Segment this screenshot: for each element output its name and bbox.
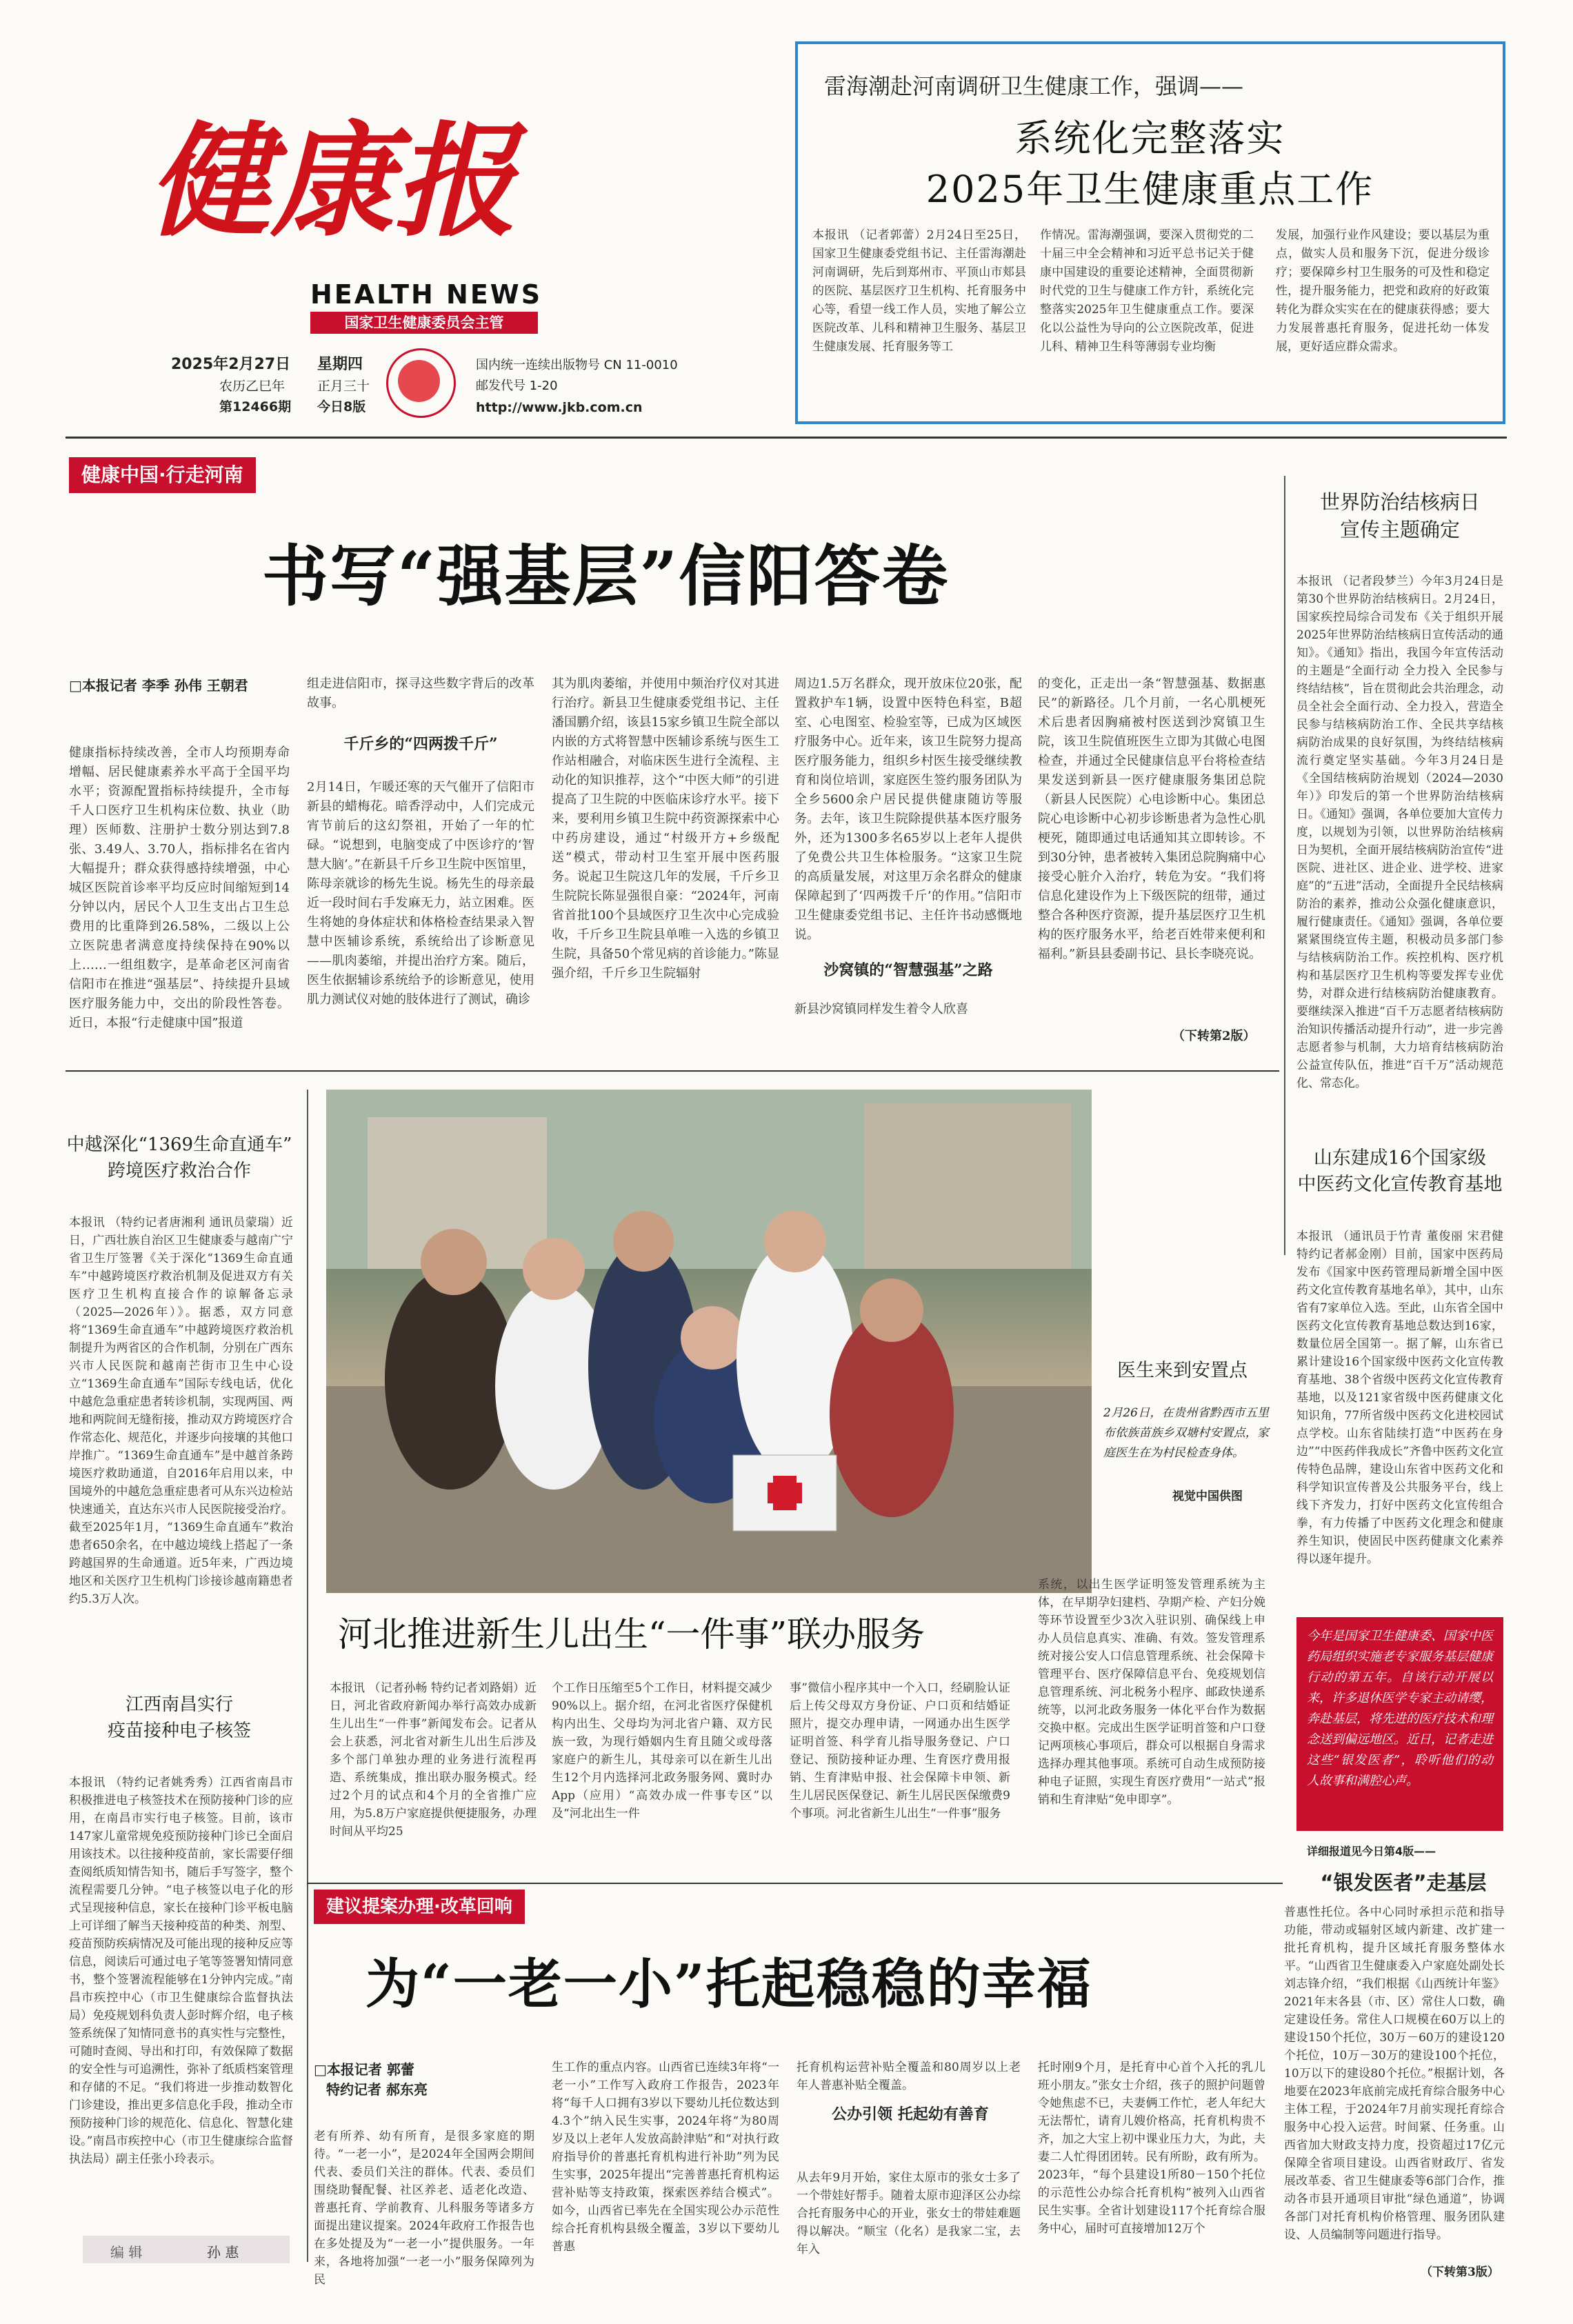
masthead-cn-number: 国内统一连续出版物号 CN 11-0010 (476, 358, 678, 372)
section2-top-rule (307, 1883, 1283, 1884)
hebei-col-4: 系统，以出生医学证明签发管理系统为主体，在早期孕妇建档、孕期产检、产妇分娩等环节设置至少3次入驻识别、确保线上申办人员信息真实、准确、有效。签发管理系统对接公安人口信息管理系统、社会保障卡管理平台、医疗保障信息平台、免疫规划信息管理系统、河北税务小程序、邮政快递系统等，以河北政务服务一体化平台作为数据交换中枢。完成出生医学证明首签和户口登记两项核心事项后，群众可以根据自身需求选择办理其他事项。系统可自动生成预防接种电子证照，实现生育医疗费用“一站式”报销和生育津贴“免申即享”。 (1038, 1578, 1265, 1807)
masthead-english: HEALTH NEWS (310, 279, 543, 310)
section1-col-2: 2月14日，乍暖还寒的天气催开了信阳市新县的蜡梅花。暗香浮动中，人们完成元宵节前后的这幻祭祖，开始了一年的忙碌。“说想到，电脑变成了中医诊疗的‘智慧大脑’。”在新县千斤乡卫生院中医馆里，陈母亲就诊的杨先生说。杨先生的母亲最近一段时间右手发麻无力，站立困难。医生将她的身体症状和体格检查结果录入智慧中医辅诊系统，系统给出了诊断意见——肌肉萎缩，并提出治疗方案。随后，医生依据辅诊系统给予的诊断意见，使用肌力测试仪对她的肢体进行了测试，确诊 (307, 780, 534, 1007)
section2-tag: 建议提案办理·改革回响 (314, 1890, 525, 1924)
side2-body: 本报讯 （通讯员于竹青 董俊丽 宋君健 特约记者郝金刚）目前，国家中医药局发布《国家中医药管理局新增全国中医药文化宣传教育基地名单》，其中，山东省有7家单位入选。至此，山东省全国中医药文化宣传教育基地总数达到16家，数量位居全国第一。据了解，山东省已累计建设16个国家级中医药文化宣传教育基地、38个省级中医药文化宣传教育基地，以及121家省级中医药健康文化知识角，77所省级中医药文化进校园试点学校。山东省陆续打造“中医药在身边”“中医药伴我成长”齐鲁中医药文化宣传特色品牌，建设山东省中医药文化和科学知识宣传普及公共服务平台，线上线下齐发力，打好中医药文化宣传组合拳，有力传播了中医药文化理念和健康养生知识，使固民中医药健康文化素养得以逐年提升。 (1296, 1230, 1503, 1566)
left-column-rule (307, 1090, 308, 2262)
teaser-body: 今年是国家卫生健康委、国家中医药局组织实施老专家服务基层健康行动的第五年。自该行动开展以来，许多退休医学专家主动请缨，奔赴基层，将先进的医疗技术和理念送到偏远地区。近日，记者走进这些“银发医者”，聆听他们的动人故事和满腔心声。 (1307, 1629, 1493, 1788)
section2-headline: 为“一老一小”托起稳稳的幸福 (365, 1953, 1092, 2016)
masthead-emblem (386, 348, 456, 418)
side-left2-title-line1: 江西南昌实行 (125, 1694, 233, 1715)
photo-title: 医生来到安置点 (1117, 1360, 1248, 1381)
hebei-col-1: 本报讯 （记者孙畅 特约记者刘路娟）近日，河北省政府新闻办举行高效办成新生儿出生“一件事”新闻发布会。记者从会上获悉，河北省对新生儿出生后涉及多个部门单独办理的业务进行流程再造、系统集成，推出联办服务模式。经过2个月的试点和4个月的全省推广应用，为5.8万户家庭提供便捷服务，办理时间从平均25 (330, 1681, 537, 1839)
section2-col-3: 从去年9月开始，家住太原市的张女士多了一个带娃好帮手。随着太原市迎泽区公办综合托育服务中心的开业，张女士的带娃难题得以解决。“顺宝（化名）是我家二宝，去年入 (796, 2171, 1021, 2256)
section1-col-4: 周边1.5万名群众，现开放床位20张，配置救护车1辆，设置中医特色科室，B超室、心电图室、检验室等，已成为区域医疗服务中心。近年来，该卫生院努力提高医疗服务能力，组织乡村医生接受继续教育和岗位培训，家庭医生签约服务团队为全乡5600余户居民提供健康随访等服务。去年，该卫生院除提供基本医疗服务外，还为1300多名65岁以上老年人提供了免费公共卫生体检服务。“这家卫生院的高质量发展，对这里万余名群众的健康保障起到了‘四两拨千斤’的作用。”信阳市卫生健康委党组书记、主任许书动感慨地说。 (794, 677, 1022, 942)
editor-name: 孙 惠 (207, 2244, 239, 2261)
masthead-website: http://www.jkb.com.cn (476, 400, 643, 415)
lead-title-line1: 系统化完整落实 (1014, 117, 1285, 160)
feature-photo (326, 1090, 1092, 1593)
masthead-lunar-day: 正月三十 (317, 379, 370, 394)
logo-text: 健康报 (148, 109, 517, 253)
hebei-headline: 河北推进新生儿出生“一件事”联办服务 (338, 1614, 925, 1654)
section2-col-3a: 托育机构运营补贴全覆盖和80周岁以上老年人普惠补贴全覆盖。 (796, 2061, 1021, 2092)
hebei-col-3: 事”微信小程序其中一个入口，经刷脸认证后上传父母双方身份证、户口页和结婚证照片，提交办理申请，一网通办出生医学证明首签、科学育儿指导服务登记、户口登记、预防接种证办理、生育医疗费用报销、生育津贴申报、社会保障卡申领、新生儿居民医保登记、新生儿居民医保缴费9个事项。河北省新生儿出生“一件事”服务 (790, 1681, 1010, 1821)
side1-title-line2: 宣传主题确定 (1339, 518, 1460, 541)
teaser-link[interactable]: 详细报道见今日第4版—— (1307, 1845, 1436, 1858)
masthead-pages: 今日8版 (317, 399, 366, 414)
photo-illustration (326, 1090, 1092, 1593)
side-left1-body: 本报讯 （特约记者唐湘利 通讯员蒙瑞）近日，广西壮族自治区卫生健康委与越南广宁省卫生厅签署《关于深化“1369生命直通车”中越跨境医疗救治机制及促进双方有关医疗卫生机构直接合作的谅解备忘录（2025—2026年）》。据悉，双方同意将“1369生命直通车”中越跨境医疗救治机制提升为两省区的合作机制，分别在广西东兴市人民医院和越南芒街市卫生中心设立“1369生命直通车”国际专线电话，优化中越危急重症患者转诊机制，实现两国、两地和两院间无缝衔接，推动双方跨境医疗合作常态化、规范化，并逐步向接壤的其他口岸推广。“1369生命直通车”是中越首条跨境医疗救助通道，自2016年启用以来，中国境外的中越危急重症患者可从东兴边检站快速通关，直达东兴市人民医院接受治疗。截至2025年1月，“1369生命直通车”救治患者650余名，在中越边境线上搭起了一条跨越国界的生命通道。近5年来，广西边境地区和关医疗卫生机构门诊接诊越南籍患者约5.3万人次。 (69, 1216, 293, 1606)
hebei-col-2: 个工作日压缩至5个工作日，材料提交减少90%以上。据介绍，在河北省医疗保健机构内出生、父母均为河北省户籍、双方民族一致，为现行婚姻内生育且随父或母落家庭户的新生儿，其母亲可以在新生儿出生12个月内选择河北政务服务网、冀时办App（应用）“高效办成一件事专区”以及“河北出生一件 (552, 1681, 772, 1821)
section1-col-4-tail: 新县沙窝镇同样发生着令人欣喜 (794, 1002, 968, 1016)
lead-kicker: 雷海潮赴河南调研卫生健康工作，强调—— (824, 73, 1244, 99)
section1-reporters: □本报记者 李季 孙伟 王朝君 (69, 677, 248, 694)
side-left2-body: 本报讯 （特约记者姚秀秀）江西省南昌市积极推进电子核签技术在预防接种门诊的应用，在南昌市实行电子核签。目前，该市147家儿童常规免疫预防接种门诊已全面启用该技术。以往接种疫苗前，家长需要仔细查阅纸质知情告知书，随后手写签字，整个流程需要几分钟。“电子核签以电子化的形式呈现接种信息，家长在接种门诊平板电脑上可详细了解当天接种疫苗的种类、剂型、疫苗预防疾病情况及可能出现的接种反应等信息，阅读后可通过电子笔等签署知情同意书，整个签署流程能够在1分钟内完成。”南昌市疾控中心（市卫生健康综合监督执法局）免疫规划科负责人彭时辉介绍，电子核签系统保了知情同意书的真实性与完整性，可随时查阅、导出和打印，有效保障了数据的安全性与可追溯性，弥补了纸质档案管理和存储的不足。“我们将进一步推动数智化门诊建设，推出更多信息化手段，推动全市预防接种门诊的规范化、信息化、智慧化建设。”南昌市疾控中心（市卫生健康综合监督执法局）副主任张小玲表示。 (69, 1776, 293, 2166)
section2-continued: （下转第3版） (1421, 2265, 1499, 2279)
section2-col-1: 老有所养、幼有所育，是很多家庭的期待。“一老一小”，是2024年全国两会期间代表、委员们关注的群体。代表、委员们围绕助餐配餐、社区养老、适老化改造、普惠托育、学前教育、儿科服务等诸多方面提出建议提案。2024年政府工作报告也在多处提及为“一老一小”提供服务。一年来，各地将加强“一老一小”服务保障列为民 (314, 2130, 534, 2287)
section1-col-5: 的变化，正走出一条“智慧强基、数据惠民”的新路径。几个月前，一名心肌梗死术后患者因胸痛被村医送到沙窝镇卫生院，该卫生院值班医生立即为其做心电图检查，并通过全民健康信息平台将检查结果发送到新县一医疗健康服务集团总院（新县人民医院）心电诊断中心。集团总院心电诊断中心初步诊断患者为急性心肌梗死，随即通过电话通知其立即转诊。不到30分钟，患者被转入集团总院胸痛中心接受心脏介入治疗，转危为安。“我们将信息化建设作为上下级医院的纽带，通过整合各种医疗资源，提升基层医疗卫生机构的医疗服务水平，给老百姓带来便利和福利。”新县县委副书记、县长李晓亮说。 (1038, 677, 1265, 961)
lead-col-1: 本报讯 （记者郭蕾）2月24日至25日，国家卫生健康委党组书记、主任雷海潮赴河南调研，先后到郑州市、平顶山市郏县的医院、基层医疗卫生机构、托育服务中心等，看望一线工作人员，实地了解公立医院改革、儿科和精神卫生服务、基层卫生健康发展、托育服务等工 (812, 228, 1026, 354)
section1-headline: 书写“强基层”信阳答卷 (262, 537, 950, 615)
photo-credit: 视觉中国供图 (1172, 1490, 1243, 1503)
photo-caption: 2月26日，在贵州省黔西市五里布依族苗族乡双塘村安置点，家庭医生在为村民检查身体。 (1103, 1406, 1269, 1460)
logo-calligraphy (148, 83, 517, 255)
section2-col-4: 托时刚9个月，是托育中心首个入托的乳儿班小朋友。”张女士介绍，孩子的照护问题曾令她焦虑不已，夫妻俩工作忙，老人年纪大无法帮忙，请育儿嫂价格高，托育机构贵不齐，加之大宝上初中课业压力大，为此，夫妻二人忙得团团转。民有所盼，政有所为。2023年，“每个县建设1所80－150个托位的示范性公办综合托育机构”被列入山西省民生实事。全省计划建设117个托育综合服务中心，届时可直接增加12万个 (1038, 2061, 1265, 2236)
side1-title-line1: 世界防治结核病日 (1319, 490, 1480, 514)
section1-subhead-1: 千斤乡的“四两拨千斤” (343, 735, 498, 753)
masthead-date: 2025年2月27日 (171, 356, 291, 373)
section2-col-2: 生工作的重点内容。山西省已连续3年将“一老一小”工作写入政府工作报告，2023年将“每千人口拥有3岁以下婴幼儿托位数达到4.3个”纳入民生实事，2024年将“为80周岁及以上老年人发放高龄津贴”和“对执行政府指导价的普惠托育机构进行补助”列为民生实事，2025年提出“完善普惠托育机构运营补贴等支持政策，探索医养结合模式”。如今，山西省已率先在全国实现公办示范性综合托育机构县级全覆盖，3岁以下要幼儿普惠 (552, 2061, 779, 2254)
masthead-logo (148, 83, 517, 255)
section1-col-3: 其为肌肉萎缩，并使用中频治疗仪对其进行治疗。新县卫生健康委党组书记、主任潘国鹏介绍，该县15家乡镇卫生院全部以内嵌的方式将智慧中医辅诊系统与医生工作站相融合，对临床医生进行全流程、主动化的知识推荐，这个“中医大师”的引进提高了卫生院的中医临床诊疗水平。接下来，要利用乡镇卫生院中药资源探索中心中药房建设，通过“村级开方+乡级配送”模式，带动村卫生室开展中医药服务。说起卫生院这几年的发展，千斤乡卫生院院长陈显强很自豪：“2024年，河南省首批100个县域医疗卫生次中心完成验收，千斤乡卫生院县单唯一入选的乡镇卫生院，具备50个常见病的首诊能力。”陈显强介绍，千斤乡卫生院辐射 (552, 677, 779, 981)
side-left1-title-line2: 跨境医疗救治合作 (107, 1161, 251, 1181)
lead-col-3: 发展，加强行业作风建设；要以基层为重点，做实人员和服务下沉，促进分级诊疗；要保障乡村卫生服务的可及性和稳定性，提升服务能力，把党和政府的好政策转化为群众实实在在的健康获得感；要大力发展普惠托育服务，促进托幼一体发展，更好适应群众需求。 (1276, 228, 1490, 354)
section2-col-5: 普惠性托位。各中心同时承担示范和指导功能，带动或辐射区域内新建、改扩建一批托育机构，提升区域托育服务整体水平。“山西省卫生健康委入户家庭处副处长刘志锋介绍，“我们根据《山西统计年鉴》2021年末各县（市、区）常住人口数，确定建设任务。常住人口规模在60万以上的建设150个托位，30万－60万的建设120个托位，10万－30万的建设100个托位，10万以下的建设80个托位。”根据计划，各地要在2023年底前完成托育综合服务中心主体工程，于2024年7月前实现托育综合服务中心投入运营。时间紧、任务重。山西省加大财政支持力度，投资超过17亿元保障全省项目建设。山西省财政厅、省发展改革委、省卫生健康委等6部门合作，推动各市县开通项目审批“绿色通道”，协调各部门对托育机构价格管理、服务团队建设、人员编制等问题进行指导。 (1284, 1905, 1505, 2242)
lead-title-line2: 2025年卫生健康重点工作 (925, 168, 1374, 211)
side-left2-title-line2: 疫苗接种电子核签 (107, 1721, 251, 1741)
side2-title-line1: 山东建成16个国家级 (1313, 1148, 1487, 1169)
section1-tag: 健康中国·行走河南 (69, 457, 256, 493)
section1-subhead-2: 沙窝镇的“智慧强基”之路 (823, 961, 993, 979)
side1-body: 本报讯 （记者段梦兰）今年3月24日是第30个世界防治结核病日。2月24日，国家疾控局综合司发布《关于组织开展2025年世界防治结核病日宣传活动的通知》。《通知》指出，我国今年宣传活动的主题是“全面行动 全力投入 全民参与 终结结核”，旨在贯彻此会共治理念，动员全社会全面行动、全力投入，营造全民参与结核病防治工作、全民共享结核病防治成果的良好氛围，为终结结核病流行奠定坚实基础。今年3月24日是《全国结核病防治规划（2024—2030年）》印发后的第一个世界防治结核病日。《通知》强调，各单位要加大宣传力度，以规划为引领，以世界防治结核病日为契机，全面开展结核病防治宣传“进医院、进社区、进企业、进学校、进家庭”的“五进”活动，全面提升全民结核病防治的素养，推动公众强化健康意识，履行健康责任。《通知》强调，各单位要紧紧围绕宣传主题，积极动员多部门参与结核病防治工作。疾控机构、医疗机构和基层医疗卫生机构等要发挥专业优势，对群众进行结核病防治健康教育。要继续深入推进“百千万志愿者结核病防治知识传播活动提升行动”，进一步完善志愿者参与机制，大力培育结核病防治公益宣传队伍，推进“百千万”活动规范化、常态化。 (1296, 574, 1503, 1090)
section2-reporters-2: 特约记者 郝东亮 (326, 2081, 428, 2098)
section2-subhead: 公办引领 托起幼有善育 (832, 2105, 989, 2123)
section2-reporters-1: □本报记者 郭蕾 (314, 2061, 414, 2078)
masthead-sponsor: 国家卫生健康委员会主管 (310, 312, 538, 334)
section1-col-2-top: 组走进信阳市，探寻这些数字背后的改革故事。 (307, 677, 534, 710)
editor-label: 编 辑 (110, 2244, 143, 2261)
teaser-title: “银发医者”走基层 (1320, 1871, 1487, 1894)
masthead-postal-code: 邮发代号 1-20 (476, 379, 558, 393)
masthead-divider (66, 437, 1507, 439)
lead-col-2: 作情况。雷海潮强调，要深入贯彻党的二十届三中全会精神和习近平总书记关于健康中国建设的重要论述精神，全面贯彻新时代党的卫生与健康工作方针，系统化完整落实2025年卫生健康重点工作。要深化以公益性为导向的公立医院改革，促进儿科、精神卫生科等薄弱专业均衡 (1040, 228, 1254, 354)
masthead-issue: 第12466期 (219, 399, 292, 414)
side-left1-title-line1: 中越深化“1369生命直通车” (66, 1134, 292, 1155)
section1-continued: （下转第2版） (1172, 1029, 1256, 1043)
section1-bottom-rule (66, 1070, 1279, 1072)
masthead-lunar: 农历乙巳年 (219, 379, 285, 394)
side2-title-line2: 中医药文化宣传教育基地 (1297, 1174, 1503, 1195)
masthead-weekday: 星期四 (317, 356, 363, 373)
section1-col-1: 健康指标持续改善，全市人均预期寿命增幅、居民健康素养水平高于全国平均水平；资源配置指标持续提升，全市每千人口医疗卫生机构床位数、执业（助理）医师数、注册护士数分别达到7.8张、3.49人、3.70人，指标排名在省内大幅提升；群众获得感持续增强，中心城区医院首诊率平均反应时间缩短到14分钟以内，居民个人卫生支出占卫生总费用的比重降到26.58%，二级以上公立医院患者满意度持续保持在90%以上……一组组数字，是革命老区河南省信阳市在推进“强基层”、持续提升县域医疗服务能力中，交出的阶段性答卷。近日，本报“行走健康中国”报道 (69, 745, 290, 1030)
right-column-rule (1284, 476, 1285, 1255)
